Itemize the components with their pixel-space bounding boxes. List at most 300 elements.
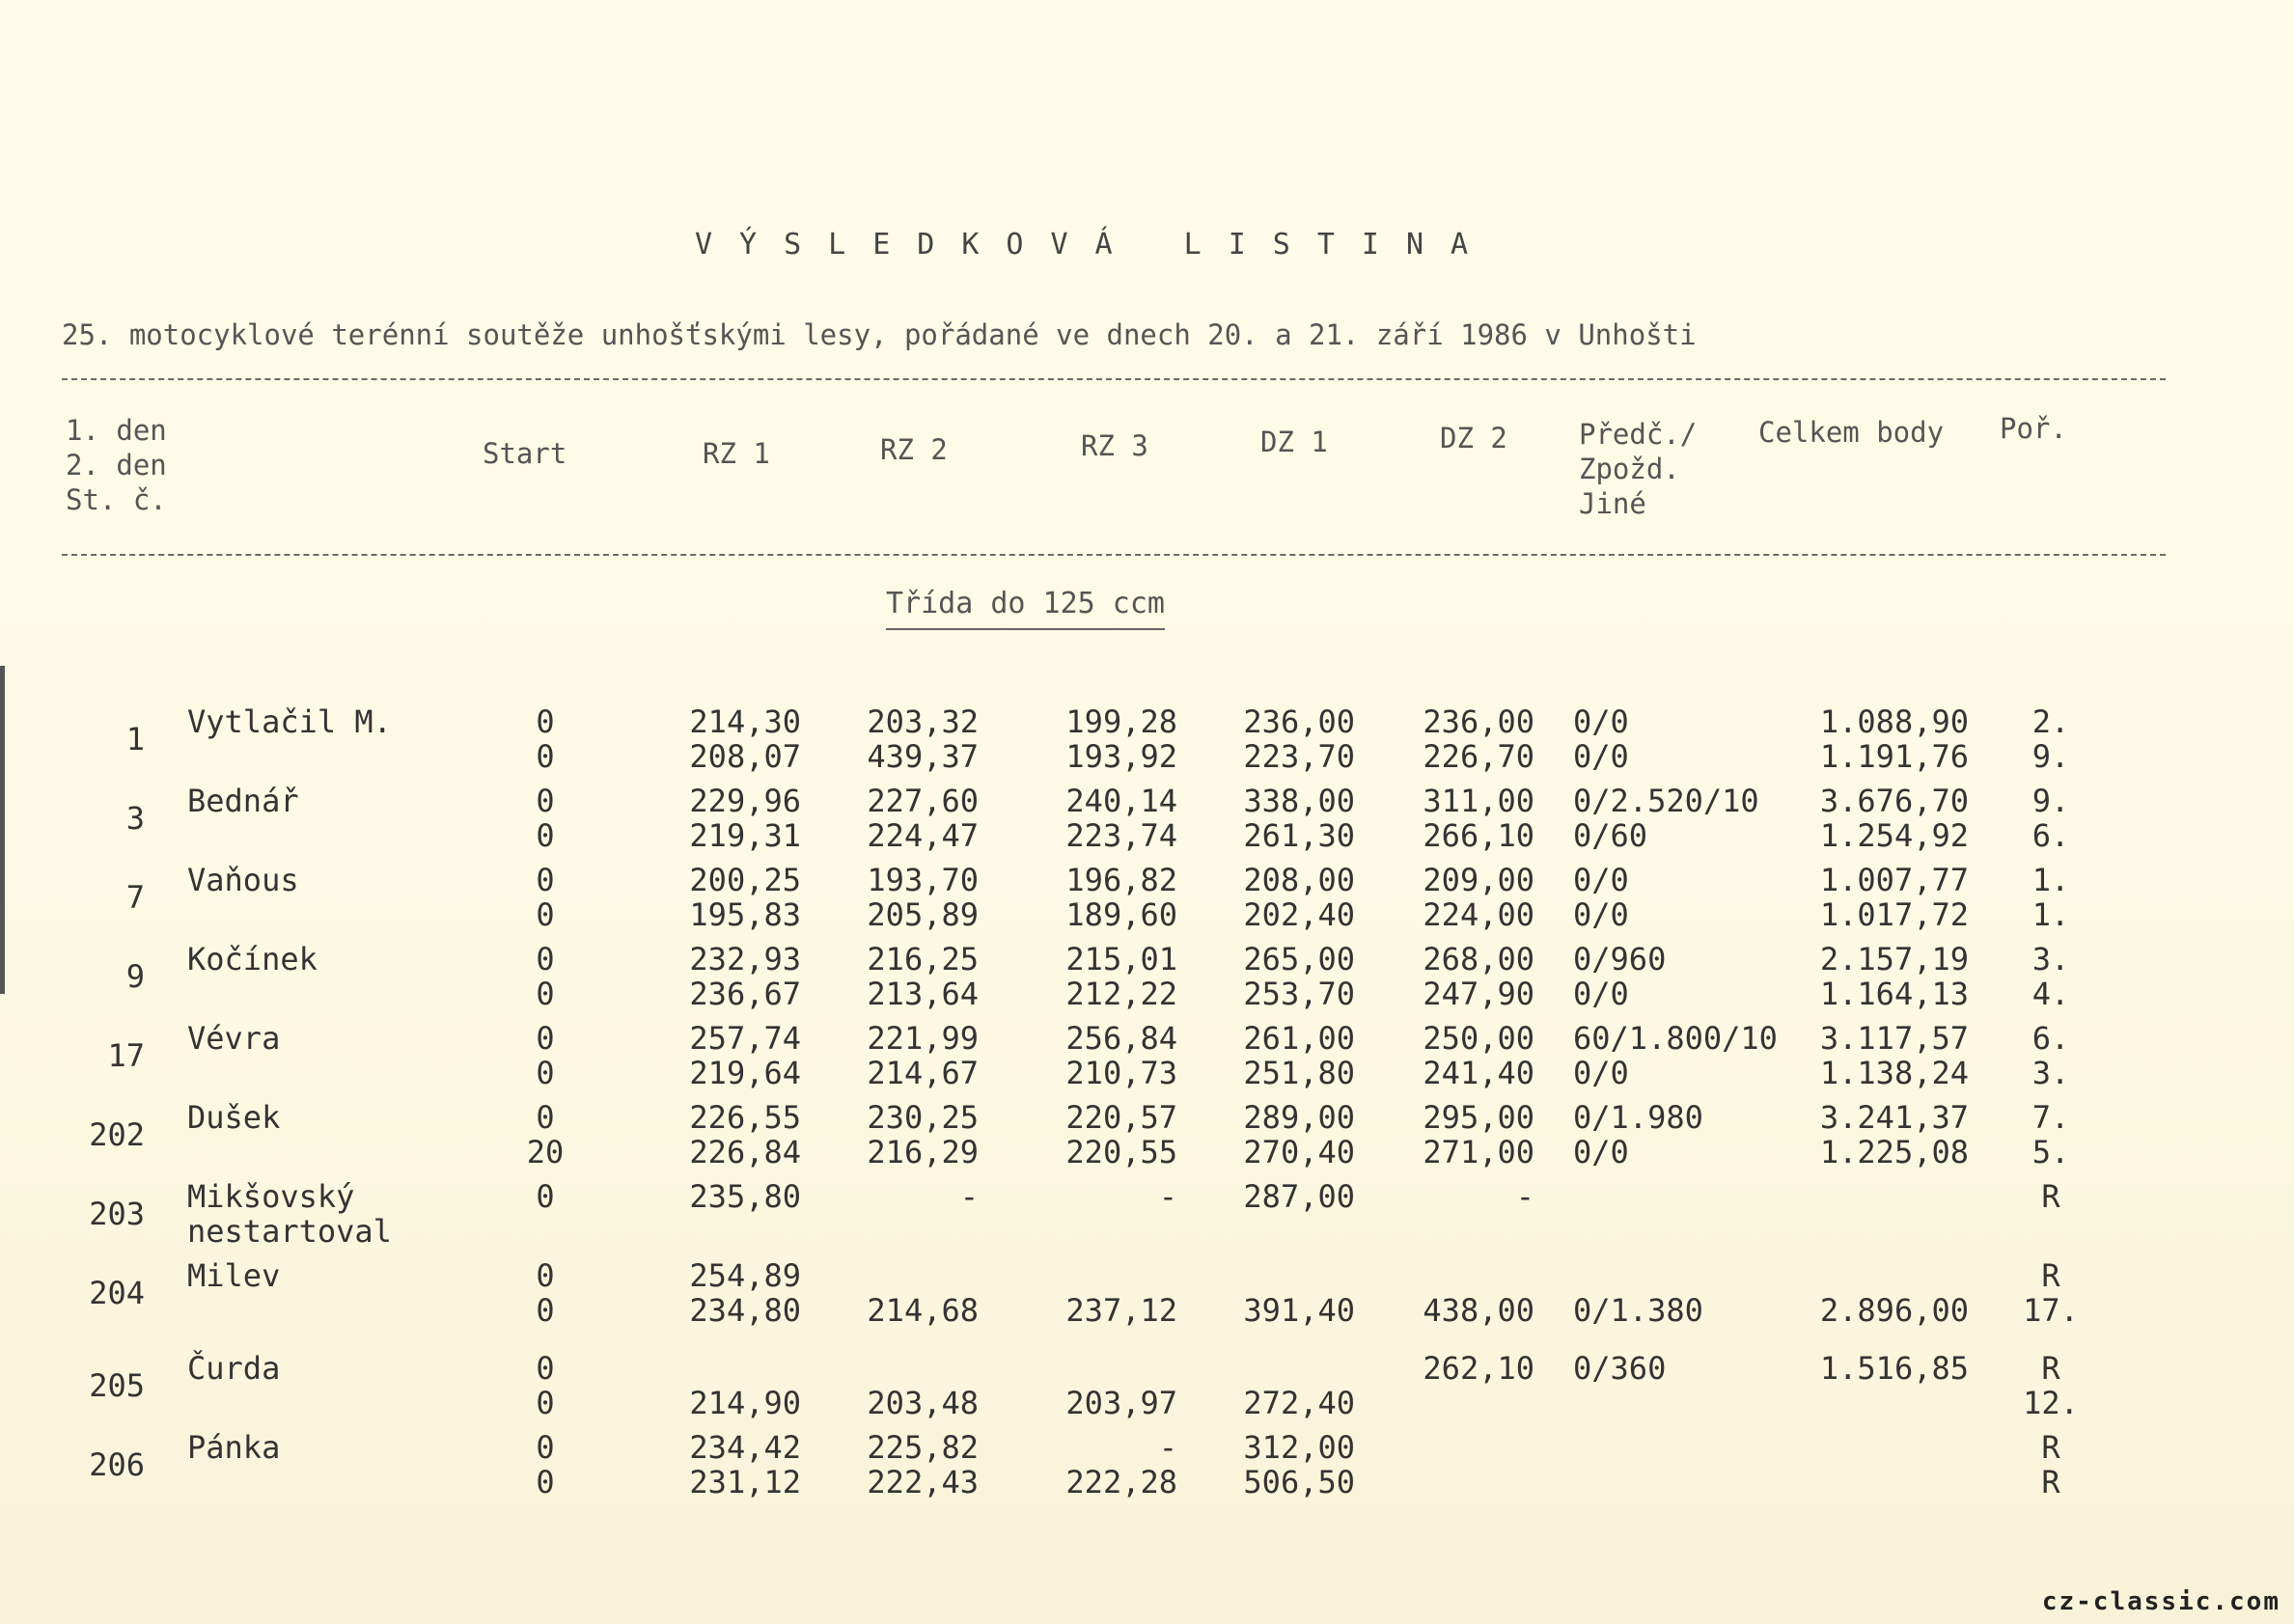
day1-value: 229,96 bbox=[689, 783, 801, 819]
day2-value: 222,28 bbox=[1065, 1464, 1177, 1500]
cell-rz1 bbox=[656, 704, 801, 774]
day1-value: - bbox=[959, 1178, 979, 1215]
rider-name: Vaňous bbox=[187, 862, 299, 898]
day2-value: 1.164,13 bbox=[1819, 976, 1969, 1012]
cell-start bbox=[511, 1351, 579, 1420]
divider-header bbox=[62, 554, 2166, 556]
cell-celkem bbox=[1795, 1258, 1969, 1328]
rider-name: Bednář bbox=[187, 783, 299, 819]
day1-value: 216,25 bbox=[867, 941, 979, 977]
cell-por bbox=[2017, 863, 2085, 932]
cell-rz1 bbox=[656, 1430, 801, 1500]
day2-value: 189,60 bbox=[1065, 896, 1177, 933]
cell-por bbox=[2017, 1430, 2085, 1500]
day2-value: 205,89 bbox=[867, 896, 979, 933]
day2-value: 241,40 bbox=[1423, 1055, 1534, 1091]
day2-value: 237,12 bbox=[1065, 1292, 1177, 1329]
day1-value: 60/1.800/10 bbox=[1573, 1020, 1778, 1057]
day1-value: 254,89 bbox=[689, 1257, 801, 1294]
day1-value: 200,25 bbox=[689, 862, 801, 898]
header-dz1: DZ 1 bbox=[1260, 426, 1328, 458]
cell-por bbox=[2017, 1021, 2085, 1090]
day1-value bbox=[1033, 1351, 1177, 1386]
rider-name: Vytlačil M. bbox=[187, 703, 392, 740]
day1-value: 0/2.520/10 bbox=[1573, 783, 1759, 819]
cell-rz3 bbox=[1033, 1179, 1177, 1249]
day1-value: 0 bbox=[536, 1178, 555, 1215]
day1-value bbox=[1210, 1258, 1355, 1293]
cell-dz1 bbox=[1210, 704, 1355, 774]
day1-value: 0/960 bbox=[1573, 941, 1667, 977]
cell-rz3 bbox=[1033, 1021, 1177, 1090]
day2-value: 236,67 bbox=[689, 976, 801, 1012]
day2-value: 1.254,92 bbox=[1819, 817, 1969, 854]
day1-value: 227,60 bbox=[867, 783, 979, 819]
day1-value: 208,00 bbox=[1243, 862, 1355, 898]
cell-dz2 bbox=[1390, 863, 1534, 932]
cell-start bbox=[511, 1021, 579, 1090]
day2-value: 202,40 bbox=[1243, 896, 1355, 933]
rider-name: Dušek bbox=[187, 1099, 281, 1136]
day1-value: 0/0 bbox=[1573, 862, 1629, 898]
day1-value: 0 bbox=[536, 1257, 555, 1294]
day2-value: 193,92 bbox=[1065, 738, 1177, 775]
cell-por bbox=[2017, 1100, 2085, 1170]
day2-value: 0/0 bbox=[1573, 976, 1629, 1012]
cell-name bbox=[187, 1179, 438, 1249]
day1-value bbox=[1795, 1179, 1969, 1214]
cell-dz2 bbox=[1390, 784, 1534, 853]
day2-value: 0 bbox=[536, 1055, 555, 1091]
day1-value: 1.007,77 bbox=[1819, 862, 1969, 898]
start-number: 1 bbox=[125, 721, 145, 757]
day2-value: 219,31 bbox=[689, 817, 801, 854]
day1-value: 6. bbox=[2031, 1020, 2070, 1057]
cell-st bbox=[68, 1100, 145, 1152]
day2-value: 9. bbox=[2031, 738, 2070, 775]
cell-dz1 bbox=[1210, 1351, 1355, 1420]
day2-value bbox=[1033, 1214, 1177, 1249]
cell-pred bbox=[1573, 1179, 1795, 1249]
cell-dz2 bbox=[1390, 1430, 1534, 1500]
table-row bbox=[0, 1430, 2294, 1527]
day2-value: 220,55 bbox=[1065, 1134, 1177, 1170]
day2-value: 1.017,72 bbox=[1819, 896, 1969, 933]
day1-value: 311,00 bbox=[1423, 783, 1534, 819]
day1-value: 235,80 bbox=[689, 1178, 801, 1215]
day1-value bbox=[834, 1351, 979, 1386]
cell-rz3 bbox=[1033, 704, 1177, 774]
cell-rz1 bbox=[656, 942, 801, 1011]
table-row bbox=[0, 1258, 2294, 1355]
cell-st bbox=[68, 1179, 145, 1231]
day1-value: 0/0 bbox=[1573, 703, 1629, 740]
day1-value: R bbox=[2041, 1178, 2060, 1215]
cell-rz2 bbox=[834, 704, 979, 774]
document-title: VÝSLEDKOVÁ LISTINA bbox=[695, 228, 1496, 261]
cell-rz2 bbox=[834, 1430, 979, 1500]
cell-dz1 bbox=[1210, 1430, 1355, 1500]
day1-value: 0 bbox=[536, 1099, 555, 1136]
day2-value: 0/0 bbox=[1573, 738, 1629, 775]
day1-value: 295,00 bbox=[1423, 1099, 1534, 1136]
start-number: 203 bbox=[89, 1196, 145, 1232]
day1-value: 230,25 bbox=[867, 1099, 979, 1136]
cell-name bbox=[187, 1258, 438, 1293]
day2-value: 1.225,08 bbox=[1819, 1134, 1969, 1170]
cell-st bbox=[68, 1430, 145, 1482]
day2-value: 3. bbox=[2031, 1055, 2070, 1091]
cell-rz3 bbox=[1033, 942, 1177, 1011]
cell-st bbox=[68, 1021, 145, 1073]
day2-value: 0 bbox=[536, 1385, 555, 1421]
day2-value bbox=[1390, 1465, 1534, 1500]
day1-value: 3.676,70 bbox=[1819, 783, 1969, 819]
cell-celkem bbox=[1795, 1179, 1969, 1249]
rider-name: Mikšovský nestartoval bbox=[187, 1178, 392, 1250]
cell-st bbox=[68, 863, 145, 915]
day1-value: 226,55 bbox=[689, 1099, 801, 1136]
cell-dz1 bbox=[1210, 1100, 1355, 1170]
cell-rz2 bbox=[834, 1351, 979, 1420]
day1-value: - bbox=[1515, 1178, 1534, 1215]
cell-start bbox=[511, 1258, 579, 1328]
day1-value: 0 bbox=[536, 1429, 555, 1466]
day1-value: - bbox=[1158, 1178, 1177, 1215]
day2-value: 271,00 bbox=[1423, 1134, 1534, 1170]
document-subtitle: 25. motocyklové terénní soutěže unhošťskými lesy, pořádané ve dnech 20. a 21. září 1986 v Unhošti bbox=[62, 318, 1697, 351]
day1-value: 2. bbox=[2031, 703, 2070, 740]
day1-value: 1. bbox=[2031, 862, 2070, 898]
cell-celkem bbox=[1795, 1021, 1969, 1090]
cell-rz2 bbox=[834, 1100, 979, 1170]
cell-start bbox=[511, 784, 579, 853]
cell-dz2 bbox=[1390, 1351, 1534, 1420]
day1-value: 262,10 bbox=[1423, 1350, 1534, 1387]
header-rz2: RZ 2 bbox=[880, 433, 948, 466]
cell-rz1 bbox=[656, 863, 801, 932]
cell-pred bbox=[1573, 942, 1795, 1011]
day2-value: 0 bbox=[536, 1292, 555, 1329]
header-celkem: Celkem body bbox=[1758, 416, 1945, 449]
day1-value: 240,14 bbox=[1065, 783, 1177, 819]
day2-value: 270,40 bbox=[1243, 1134, 1355, 1170]
day2-value: 224,47 bbox=[867, 817, 979, 854]
day1-value: 0/360 bbox=[1573, 1350, 1667, 1387]
day2-value: 0/0 bbox=[1573, 896, 1629, 933]
day2-value: 214,68 bbox=[867, 1292, 979, 1329]
cell-name bbox=[187, 1100, 438, 1135]
day1-value: 0/1.980 bbox=[1573, 1099, 1703, 1136]
cell-rz3 bbox=[1033, 1258, 1177, 1328]
day2-value: 1. bbox=[2031, 896, 2070, 933]
cell-name bbox=[187, 863, 438, 897]
cell-por bbox=[2017, 1258, 2085, 1328]
cell-name bbox=[187, 942, 438, 977]
cell-rz3 bbox=[1033, 1100, 1177, 1170]
cell-dz1 bbox=[1210, 942, 1355, 1011]
day2-value: 0/1.380 bbox=[1573, 1292, 1703, 1329]
day1-value: 261,00 bbox=[1243, 1020, 1355, 1057]
day1-value: 0 bbox=[536, 941, 555, 977]
cell-celkem bbox=[1795, 1351, 1969, 1420]
day1-value: 236,00 bbox=[1423, 703, 1534, 740]
day2-value: 224,00 bbox=[1423, 896, 1534, 933]
day1-value: 256,84 bbox=[1065, 1020, 1177, 1057]
day1-value: 250,00 bbox=[1423, 1020, 1534, 1057]
day1-value: 3.117,57 bbox=[1819, 1020, 1969, 1057]
cell-st bbox=[68, 1351, 145, 1403]
day2-value: 219,64 bbox=[689, 1055, 801, 1091]
day2-value: 0/60 bbox=[1573, 817, 1648, 854]
day1-value bbox=[1033, 1258, 1177, 1293]
day2-value: 234,80 bbox=[689, 1292, 801, 1329]
start-number: 9 bbox=[125, 958, 145, 995]
day1-value: 236,00 bbox=[1243, 703, 1355, 740]
start-number: 17 bbox=[107, 1037, 145, 1074]
cell-rz1 bbox=[656, 1100, 801, 1170]
day2-value: 203,97 bbox=[1065, 1385, 1177, 1421]
day2-value: 223,70 bbox=[1243, 738, 1355, 775]
day2-value bbox=[2017, 1214, 2085, 1249]
cell-celkem bbox=[1795, 863, 1969, 932]
day2-value: 6. bbox=[2031, 817, 2070, 854]
day2-value: 439,37 bbox=[867, 738, 979, 775]
cell-name bbox=[187, 1430, 438, 1465]
cell-por bbox=[2017, 942, 2085, 1011]
cell-start bbox=[511, 704, 579, 774]
header-day-number: 1. den 2. den St. č. bbox=[66, 414, 167, 516]
day1-value: 3.241,37 bbox=[1819, 1099, 1969, 1136]
class-heading: Třída do 125 ccm bbox=[886, 587, 1165, 630]
header-rz1: RZ 1 bbox=[703, 437, 770, 470]
day1-value: 209,00 bbox=[1423, 862, 1534, 898]
cell-dz1 bbox=[1210, 1258, 1355, 1328]
day2-value: 208,07 bbox=[689, 738, 801, 775]
day1-value: 0 bbox=[536, 1350, 555, 1387]
day1-value bbox=[834, 1258, 979, 1293]
cell-dz1 bbox=[1210, 863, 1355, 932]
day1-value: - bbox=[1158, 1429, 1177, 1466]
rider-name: Čurda bbox=[187, 1350, 281, 1387]
day1-value: 0 bbox=[536, 703, 555, 740]
cell-dz1 bbox=[1210, 1021, 1355, 1090]
day2-value bbox=[834, 1214, 979, 1249]
day1-value: 220,57 bbox=[1065, 1099, 1177, 1136]
day1-value: 2.157,19 bbox=[1819, 941, 1969, 977]
day1-value: 214,30 bbox=[689, 703, 801, 740]
cell-por bbox=[2017, 1179, 2085, 1249]
day2-value: 251,80 bbox=[1243, 1055, 1355, 1091]
cell-start bbox=[511, 1100, 579, 1170]
cell-rz2 bbox=[834, 784, 979, 853]
cell-rz1 bbox=[656, 1179, 801, 1249]
day1-value: 196,82 bbox=[1065, 862, 1177, 898]
cell-st bbox=[68, 1258, 145, 1310]
day2-value: 0 bbox=[536, 896, 555, 933]
day2-value: 223,74 bbox=[1065, 817, 1177, 854]
watermark: cz-classic.com bbox=[2041, 1587, 2280, 1616]
cell-start bbox=[511, 942, 579, 1011]
cell-rz2 bbox=[834, 1021, 979, 1090]
rider-name: Milev bbox=[187, 1257, 281, 1294]
header-poradi: Poř. bbox=[2000, 412, 2067, 445]
cell-celkem bbox=[1795, 1430, 1969, 1500]
header-rz3: RZ 3 bbox=[1081, 429, 1148, 462]
day2-value: 2.896,00 bbox=[1819, 1292, 1969, 1329]
day1-value bbox=[1795, 1430, 1969, 1465]
cell-dz2 bbox=[1390, 704, 1534, 774]
cell-pred bbox=[1573, 704, 1795, 774]
day2-value bbox=[1795, 1386, 1969, 1420]
day2-value bbox=[511, 1214, 579, 1249]
day2-value bbox=[1795, 1214, 1969, 1249]
day2-value: 1.191,76 bbox=[1819, 738, 1969, 775]
cell-start bbox=[511, 1430, 579, 1500]
day2-value: 438,00 bbox=[1423, 1292, 1534, 1329]
start-number: 204 bbox=[89, 1275, 145, 1311]
header-start: Start bbox=[483, 437, 567, 470]
day2-value: 391,40 bbox=[1243, 1292, 1355, 1329]
day2-value: 216,29 bbox=[867, 1134, 979, 1170]
day2-value: 226,70 bbox=[1423, 738, 1534, 775]
start-number: 3 bbox=[125, 800, 145, 837]
cell-por bbox=[2017, 784, 2085, 853]
day1-value: 1.516,85 bbox=[1819, 1350, 1969, 1387]
day1-value: 232,93 bbox=[689, 941, 801, 977]
cell-pred bbox=[1573, 1100, 1795, 1170]
day2-value: 12. bbox=[2023, 1385, 2079, 1421]
cell-rz1 bbox=[656, 1351, 801, 1420]
day2-value: 5. bbox=[2031, 1134, 2070, 1170]
day2-value: 213,64 bbox=[867, 976, 979, 1012]
day2-value bbox=[1573, 1386, 1795, 1420]
day1-value: 1.088,90 bbox=[1819, 703, 1969, 740]
day2-value: 222,43 bbox=[867, 1464, 979, 1500]
day2-value: 20 bbox=[526, 1134, 565, 1170]
start-number: 202 bbox=[89, 1116, 145, 1153]
cell-rz3 bbox=[1033, 1430, 1177, 1500]
cell-pred bbox=[1573, 784, 1795, 853]
day2-value: 212,22 bbox=[1065, 976, 1177, 1012]
divider-top bbox=[62, 378, 2166, 380]
day1-value bbox=[1390, 1258, 1534, 1293]
day1-value: 234,42 bbox=[689, 1429, 801, 1466]
cell-pred bbox=[1573, 1351, 1795, 1420]
day2-value: 247,90 bbox=[1423, 976, 1534, 1012]
cell-celkem bbox=[1795, 704, 1969, 774]
cell-name bbox=[187, 704, 438, 739]
day2-value: 0/0 bbox=[1573, 1055, 1629, 1091]
day2-value bbox=[1573, 1465, 1795, 1500]
day2-value: 266,10 bbox=[1423, 817, 1534, 854]
cell-start bbox=[511, 863, 579, 932]
day1-value: 289,00 bbox=[1243, 1099, 1355, 1136]
day2-value bbox=[1795, 1465, 1969, 1500]
cell-dz1 bbox=[1210, 784, 1355, 853]
day1-value: 338,00 bbox=[1243, 783, 1355, 819]
day1-value: 0 bbox=[536, 783, 555, 819]
cell-rz1 bbox=[656, 1258, 801, 1328]
day2-value: 203,48 bbox=[867, 1385, 979, 1421]
cell-celkem bbox=[1795, 784, 1969, 853]
day1-value: 221,99 bbox=[867, 1020, 979, 1057]
cell-name bbox=[187, 1021, 438, 1056]
cell-rz2 bbox=[834, 863, 979, 932]
day1-value: 215,01 bbox=[1065, 941, 1177, 977]
day2-value: 506,50 bbox=[1243, 1464, 1355, 1500]
cell-st bbox=[68, 942, 145, 994]
day2-value: 0 bbox=[536, 976, 555, 1012]
cell-pred bbox=[1573, 863, 1795, 932]
day2-value bbox=[656, 1214, 801, 1249]
rider-name: Pánka bbox=[187, 1429, 281, 1466]
day1-value: R bbox=[2041, 1350, 2060, 1387]
day2-value bbox=[1390, 1386, 1534, 1420]
cell-dz2 bbox=[1390, 1021, 1534, 1090]
day2-value: 214,90 bbox=[689, 1385, 801, 1421]
start-number: 205 bbox=[89, 1367, 145, 1404]
day2-value: 0 bbox=[536, 738, 555, 775]
cell-st bbox=[68, 784, 145, 836]
day2-value: R bbox=[2041, 1464, 2060, 1500]
cell-rz1 bbox=[656, 784, 801, 853]
cell-rz3 bbox=[1033, 784, 1177, 853]
day1-value: R bbox=[2041, 1429, 2060, 1466]
day2-value bbox=[1390, 1214, 1534, 1249]
cell-dz2 bbox=[1390, 1100, 1534, 1170]
day1-value bbox=[1210, 1351, 1355, 1386]
day1-value bbox=[1573, 1179, 1795, 1214]
rider-name: Vévra bbox=[187, 1020, 281, 1057]
cell-start bbox=[511, 1179, 579, 1249]
cell-st bbox=[68, 704, 145, 757]
cell-rz2 bbox=[834, 1179, 979, 1249]
cell-rz2 bbox=[834, 1258, 979, 1328]
day2-value: 261,30 bbox=[1243, 817, 1355, 854]
day1-value: 225,82 bbox=[867, 1429, 979, 1466]
cell-name bbox=[187, 1351, 438, 1386]
cell-rz3 bbox=[1033, 1351, 1177, 1420]
day2-value bbox=[1573, 1214, 1795, 1249]
cell-pred bbox=[1573, 1258, 1795, 1328]
start-number: 206 bbox=[89, 1446, 145, 1483]
day2-value: 4. bbox=[2031, 976, 2070, 1012]
day1-value: 0 bbox=[536, 1020, 555, 1057]
day2-value: 1.138,24 bbox=[1819, 1055, 1969, 1091]
cell-dz2 bbox=[1390, 1179, 1534, 1249]
day1-value: 9. bbox=[2031, 783, 2070, 819]
header-predcasny: Předč./ Zpožd. Jiné bbox=[1579, 418, 1698, 520]
day2-value: 210,73 bbox=[1065, 1055, 1177, 1091]
day1-value bbox=[656, 1351, 801, 1386]
header-dz2: DZ 2 bbox=[1440, 422, 1507, 454]
cell-celkem bbox=[1795, 942, 1969, 1011]
day2-value: 231,12 bbox=[689, 1464, 801, 1500]
cell-dz2 bbox=[1390, 942, 1534, 1011]
day1-value: 257,74 bbox=[689, 1020, 801, 1057]
rider-name: Kočínek bbox=[187, 941, 318, 977]
day2-value: 195,83 bbox=[689, 896, 801, 933]
day1-value: R bbox=[2041, 1257, 2060, 1294]
cell-por bbox=[2017, 1351, 2085, 1420]
day1-value: 268,00 bbox=[1423, 941, 1534, 977]
cell-rz3 bbox=[1033, 863, 1177, 932]
day2-value: 17. bbox=[2023, 1292, 2079, 1329]
cell-dz1 bbox=[1210, 1179, 1355, 1249]
day1-value: 193,70 bbox=[867, 862, 979, 898]
cell-dz2 bbox=[1390, 1258, 1534, 1328]
